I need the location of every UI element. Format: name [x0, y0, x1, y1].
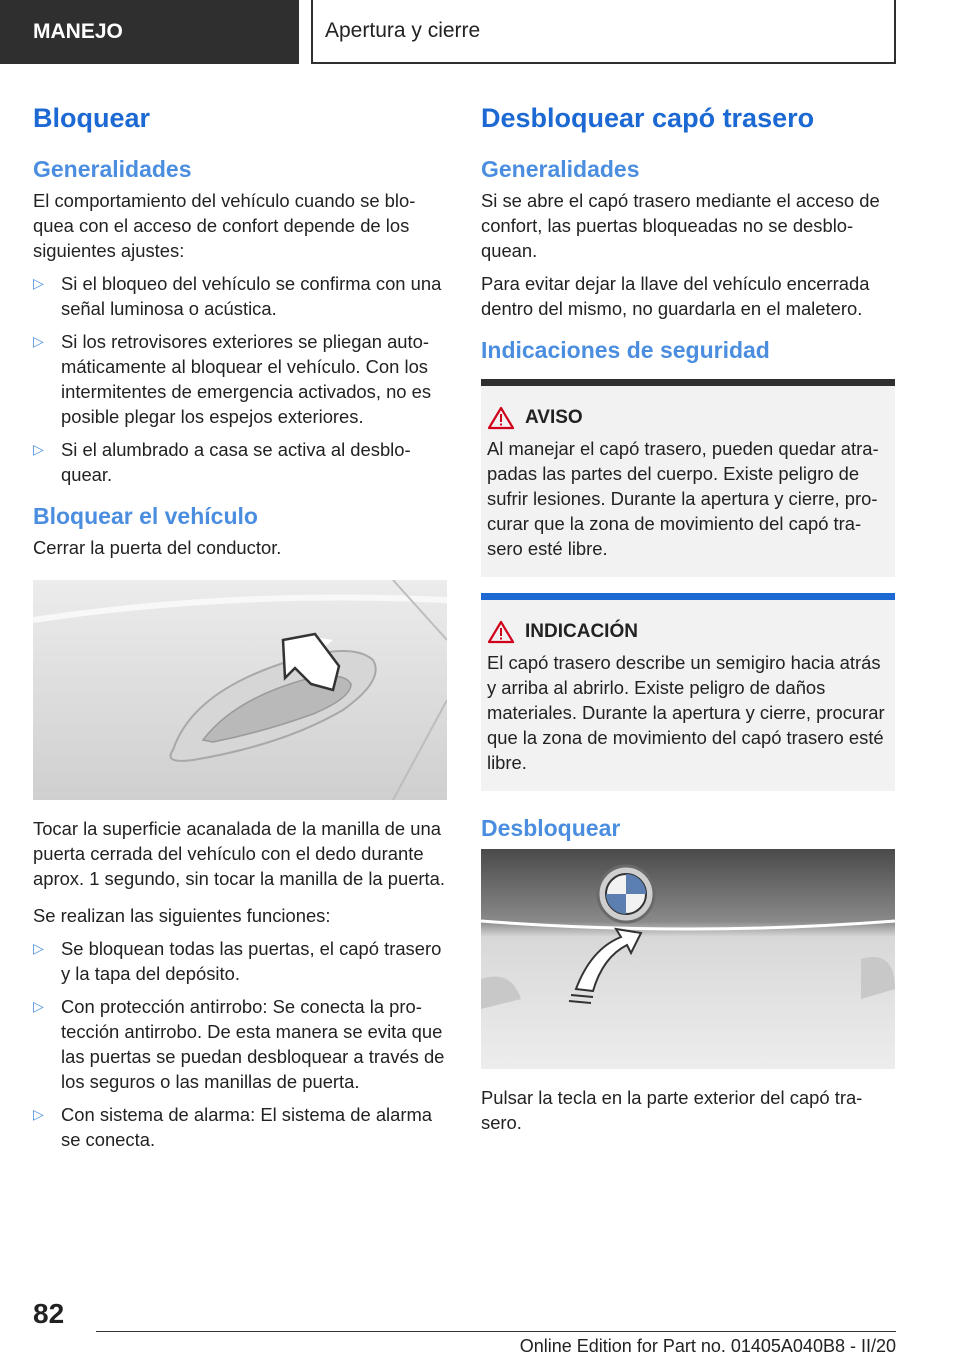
footer-divider — [96, 1331, 896, 1332]
notice-label: INDICACIÓN — [525, 621, 638, 642]
triangle-bullet-icon: ▷ — [33, 998, 44, 1014]
left-general-text: El comportamiento del vehículo cuando se bloquea con el acceso de confort depende de los siguientes ajustes: — [33, 190, 416, 261]
page-number: 82 — [33, 1298, 65, 1329]
list-item: ▷ Si el alumbrado a casa se activa al desbloquear. — [33, 439, 411, 485]
triangle-bullet-icon: ▷ — [33, 940, 44, 956]
lock-title: Bloquear — [33, 103, 151, 133]
list-item: ▷ Se bloquean todas las puertas, el capó trasero y la tapa del depósito. — [33, 938, 442, 984]
notice-text: El capó trasero describe un semigiro hacia atrás y arriba al abrirlo. Existe peligro de daños materiales. Durante la apertura y cierre, procurar que la zona de movimiento del capó trasero esté libre. — [487, 652, 885, 773]
unlock-tailgate-title: Desbloquear capó trasero — [481, 103, 815, 133]
right-column — [481, 96, 895, 1143]
section-title: MANEJO — [33, 20, 123, 43]
section-tab — [0, 0, 299, 64]
triangle-bullet-icon: ▷ — [33, 441, 44, 457]
warning-label: AVISO — [525, 407, 583, 428]
triangle-bullet-icon: ▷ — [33, 1106, 44, 1122]
left-column — [33, 96, 447, 1160]
chapter-title: Apertura y cierre — [325, 19, 481, 42]
lock-vehicle-heading: Bloquear el vehículo — [33, 503, 258, 529]
right-general-text-2: Para evitar dejar la llave del vehículo encerrada dentro del mismo, no guardarla en el maletero. — [481, 273, 870, 319]
triangle-bullet-icon: ▷ — [33, 275, 44, 291]
left-general-heading: Generalidades — [33, 156, 192, 182]
warning-text: Al manejar el capó trasero, pueden quedar atrapadas las partes del cuerpo. Existe peligro de sufrir lesiones. Durante la apertura y cierre, procurar que la zona de movimiento del capó trasero esté libre. — [487, 438, 879, 559]
warning-box — [481, 379, 895, 577]
unlock-heading: Desbloquear — [481, 815, 621, 841]
warning-triangle-icon — [487, 406, 515, 430]
lock-vehicle-text: Cerrar la puerta del conductor. — [33, 537, 282, 558]
safety-heading: Indicaciones de seguridad — [481, 337, 770, 363]
general-settings-list — [33, 271, 447, 487]
list-item: ▷ Si el bloqueo del vehículo se confirma con una señal luminosa o acústica. — [33, 273, 442, 319]
functions-list — [33, 936, 447, 1152]
right-general-heading: Generalidades — [481, 156, 640, 182]
edition-note: Online Edition for Part no. 01405A040B8 - II/20 — [519, 1336, 896, 1356]
functions-intro: Se realizan las siguientes funciones: — [33, 905, 331, 926]
list-item: ▷ Si los retrovisores exteriores se pliegan automáticamente al bloquear el vehículo. Con los intermitentes de emergencia activados, no es posible plegar los espejos exteriores. — [33, 331, 432, 427]
warning-triangle-icon — [487, 620, 515, 644]
right-general-text-1: Si se abre el capó trasero mediante el acceso de confort, las puertas bloqueadas no se desbloquean. — [481, 190, 880, 261]
door-handle-photo — [33, 580, 447, 800]
list-item: ▷ Con sistema de alarma: El sistema de alarma se conecta. — [33, 1104, 433, 1150]
notice-box — [481, 593, 895, 791]
unlock-instruction: Pulsar la tecla en la parte exterior del capó trasero. — [481, 1087, 863, 1133]
chapter-header — [311, 0, 896, 64]
triangle-bullet-icon: ▷ — [33, 333, 44, 349]
list-item: ▷ Con protección antirrobo: Se conecta la protección antirrobo. De esta manera se evita que las puertas se puedan desbloquear a través de los seguros o las manillas de puerta. — [33, 996, 445, 1092]
touch-instruction: Tocar la superficie acanalada de la manilla de una puerta cerrada del vehículo con el dedo durante aprox. 1 segundo, sin tocar la manilla de la puerta. — [33, 818, 445, 889]
tailgate-button-photo — [481, 849, 895, 1069]
